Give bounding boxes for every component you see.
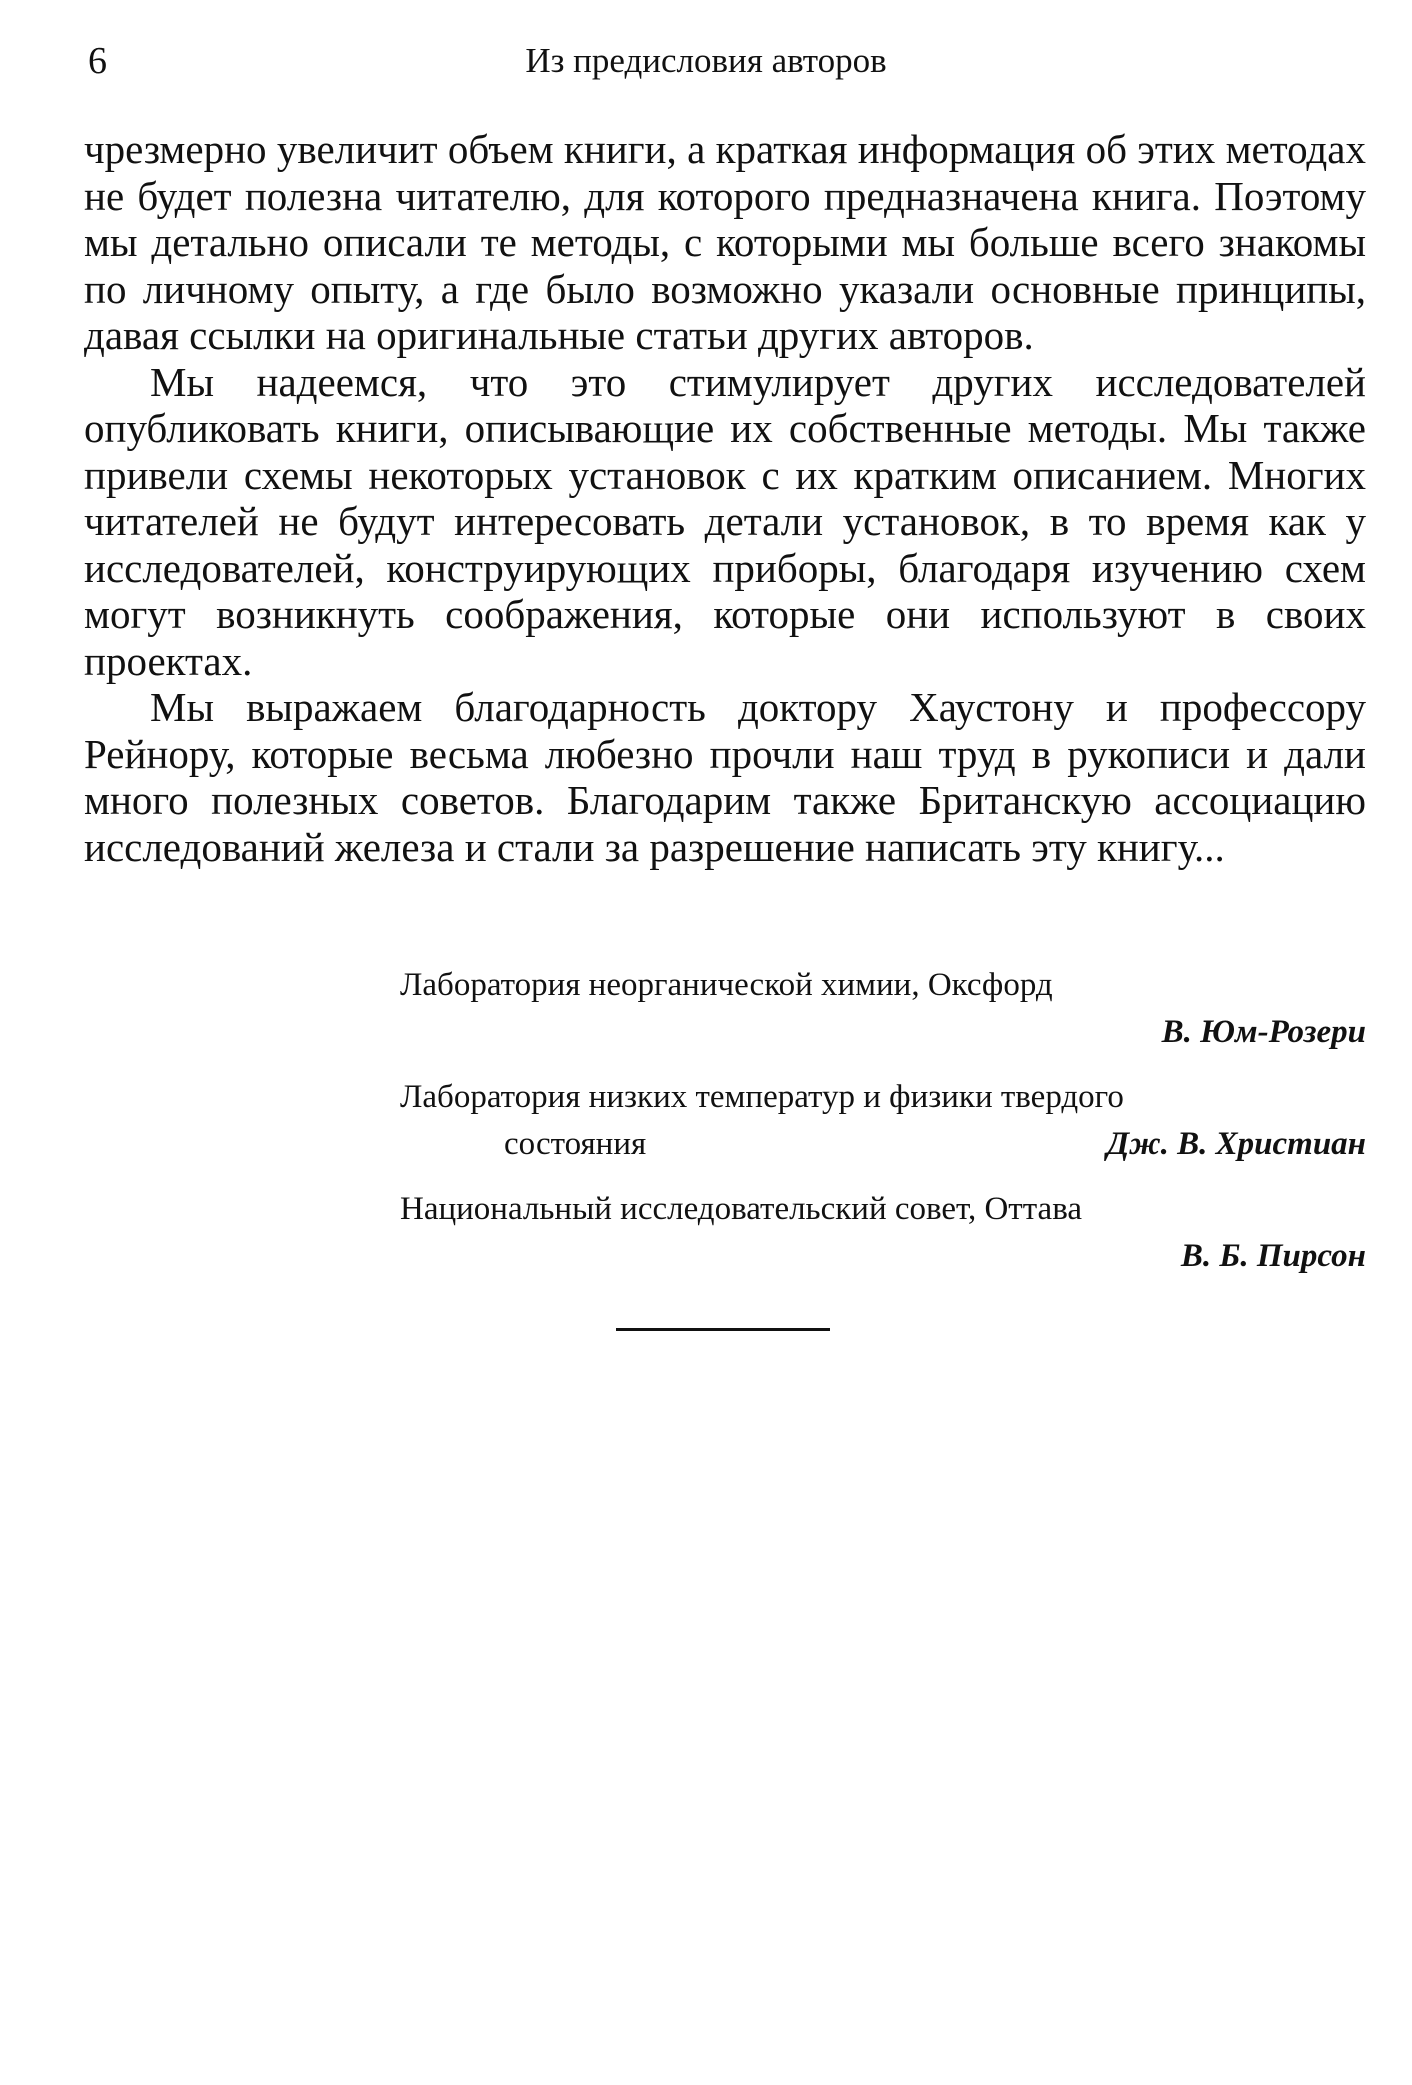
- paragraph: Мы выражаем благодарность доктору Хаустону и профессору Рейнору, которые весьма любезно прочли наш труд в рукописи и дали много полезных советов. Благодарим также Британскую ассоциацию исследований железа и стали за разрешение написать эту книгу...: [84, 684, 1366, 870]
- signature-affiliation-continued: состояния: [504, 1126, 647, 1162]
- signature-affiliation: Национальный исследовательский совет, Оттава: [400, 1191, 1082, 1227]
- signature-block: [400, 962, 1366, 1298]
- paragraph: чрезмерно увеличит объем книги, а краткая информация об этих методах не будет полезна читателю, для которого предназначена книга. Поэтому мы детально описали те методы, с которыми мы больше всего знакомы по личному опыту, а где было возможно указали основные принципы, давая ссылки на оригинальные статьи других авторов.: [84, 126, 1366, 358]
- signature-oxford: [400, 962, 1366, 1056]
- signature-affiliation: Лаборатория низких температур и физики твердого: [400, 1079, 1124, 1115]
- preface-body: [84, 126, 1366, 870]
- page-number: 6: [88, 40, 107, 82]
- signature-affiliation: Лаборатория неорганической химии, Оксфорд: [400, 967, 1053, 1003]
- signature-ottawa: [400, 1186, 1366, 1280]
- signature-author-name: В. Б. Пирсон: [1180, 1238, 1366, 1274]
- signature-author-name: Дж. В. Христиан: [1106, 1126, 1366, 1162]
- running-head-title: Из предисловия авторов: [525, 41, 887, 80]
- signature-row: [400, 1120, 1366, 1168]
- end-rule-divider: [616, 1328, 830, 1331]
- signature-author-name: В. Юм-Розери: [1161, 1014, 1366, 1050]
- paragraph: Мы надеемся, что это стимулирует других исследователей опубликовать книги, описывающие их собственные методы. Мы также привели схемы некоторых установок с их кратким описанием. Многих читателей не будут интересовать детали установок, в то время как у исследователей, конструирующих приборы, благодаря изучению схем могут возникнуть соображения, которые они используют в своих проектах.: [84, 358, 1366, 684]
- signature-low-temperature-lab: [400, 1074, 1366, 1168]
